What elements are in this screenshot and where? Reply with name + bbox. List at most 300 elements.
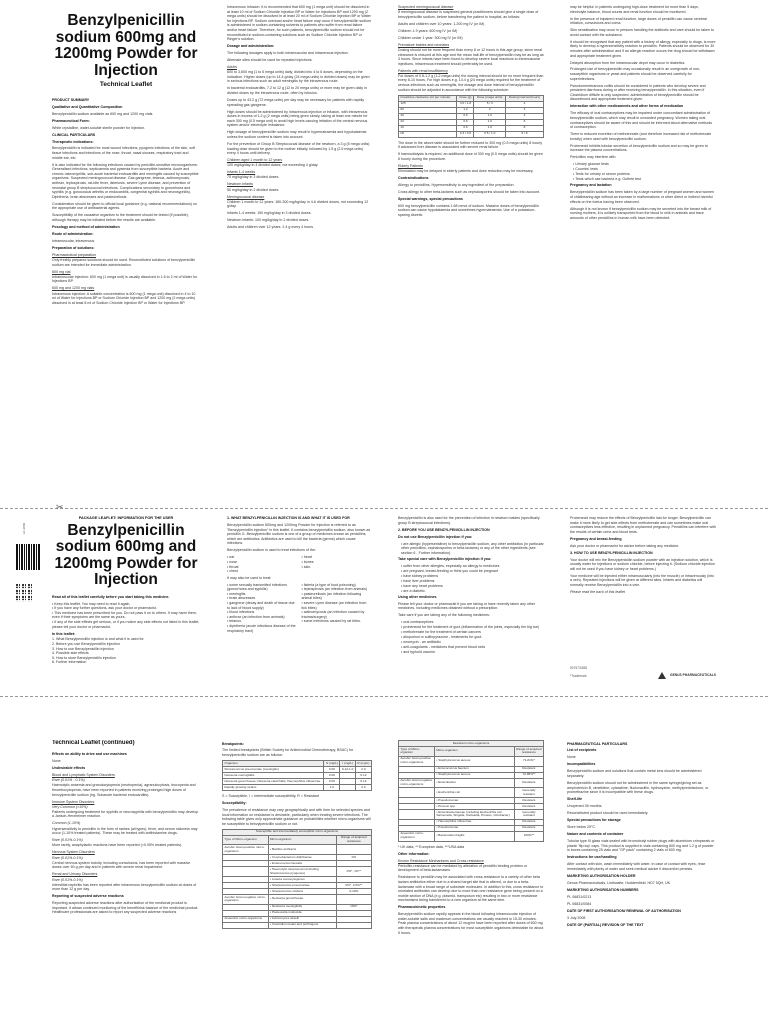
paragraph: may be helpful. In patients undergoing high-dose treatment for more than 5 days, electrolyte balance, blood counts and renal function should be monitored. [570, 5, 699, 14]
resistant-table [398, 740, 544, 842]
paragraph: Benzylpenicillin sodium and solutions that contain metal ions should be administered separately. [567, 769, 702, 779]
panel3-title: Technical Leaflet (continued) [52, 740, 135, 746]
bullet-item: • and typhoid vaccine. [401, 650, 437, 655]
section-heading: Dosage and administration: [227, 44, 275, 49]
frequency-label: Common (1-10%) [52, 821, 81, 826]
subheading: Pharmaceutical preparation [52, 252, 96, 257]
panel2-col1 [52, 514, 200, 690]
list-item: • bones [302, 560, 373, 565]
paragraph: Dosing should not be more frequent than every 8 or 12 hours in this age group, since renal clearance is reduced at this age and the mean half-life of benzylpenicillin may be as long as 3 hours. Since infants have been found to develop severe local reactions to intramuscular injections, intravenous treatment should preferably be used. [398, 47, 544, 66]
section-heading: Effects on ability to drive and use machines [52, 752, 127, 756]
section-heading: DATE OF (PARTIAL) REVISION OF THE TEXT [567, 922, 644, 927]
table-cell: Anaerobic micro-organisms [399, 831, 435, 841]
panel1-col3 [398, 5, 544, 493]
table-cell: • Haemolytic streptococci (including Streptococcus pyogenes) [268, 867, 336, 877]
table-cell: Resistant [514, 825, 543, 831]
paragraph: High doses should be administered by intravenous injection or infusion, with intravenous doses in excess of 1.2 g (2 mega units) being given slowly, taking at least one minute for each 300 mg (0.5 mega unit) to avoid high levels causing irritation of the central nervous system and/or electrolyte imbalance. [227, 109, 368, 128]
frequency-label: Very Common (>10%) [52, 804, 88, 809]
paragraph: More rarely, anaphylactic reactions have been reported (<0.05% treated patients). [52, 843, 183, 848]
table-cell [336, 922, 371, 928]
table-cell: 70-85%** [514, 772, 543, 778]
table-cell: Resistant [514, 804, 543, 810]
bullet-item: • Tests for urinary or serum proteins [573, 172, 630, 177]
section-heading: Using other medicines [398, 594, 437, 599]
table-cell: 6 / 8 [506, 131, 544, 137]
trademark-note: *Trademark [570, 674, 587, 678]
paragraph: Benzylpenicillin sodium available as 600 mg and 1200 mg vials. [52, 111, 154, 116]
section-heading: Shelf-life [567, 797, 583, 802]
paragraph: The dose in the above table should be further reduced to 300 mg (0.5 mega units) 8 hourly if advanced liver disease is associated with severe renal failure. [398, 140, 543, 150]
subheading: Children aged 1 month to 12 years [227, 158, 283, 163]
product-code: 50757/1588 [570, 666, 587, 670]
bullet-item: • anti-coagulants - medicines that prevent blood clots [401, 645, 486, 650]
table-cell: Resistant [514, 798, 543, 804]
section-heading: Special warnings, special precautions [398, 196, 463, 201]
table-header-cell: Dose (mega units) [474, 95, 506, 101]
table-cell: 60 [399, 107, 457, 113]
frequency-label: Rare (0.01%-0.1%) [52, 838, 83, 843]
table-row [223, 785, 372, 791]
list-item: • heart [302, 555, 373, 560]
technical-leaflet-continued [0, 712, 768, 1024]
list-item: • tetanus [227, 619, 298, 624]
table-row [399, 831, 544, 841]
table-cell: • Streptococcus viridans [268, 888, 336, 894]
table-cell: • Actinomyces israelii [268, 916, 336, 922]
section-heading: Take special care with Benzylpenicillin injection if you: [398, 556, 492, 561]
table-row [399, 778, 544, 788]
paragraph: Benzylpenicillin sodium has been taken by a large number of pregnant women and women of childbearing age without an increase in malformations or other direct or indirect harmful effects on the foetus having been observed. [570, 190, 715, 204]
scissors-icon: ✂ [56, 502, 64, 512]
subheading: Immune System Disorders [52, 799, 95, 804]
subheading: Meningococcal disease [227, 194, 265, 199]
panel2-col4 [570, 516, 716, 690]
table-cell: • Bacillus anthracis [268, 845, 336, 855]
subheading: Premature babies and neonates [398, 42, 450, 47]
bullet-item: • suffer from other allergies, especially an allergy to medicines [401, 563, 500, 568]
table-cell: Generally resistant [514, 810, 543, 820]
frequency-label: Rare (0.01%-0.1%) [52, 877, 83, 882]
table-cell: • Escherichia coli [434, 788, 514, 798]
table-cell: 0.3 / 0.6 [457, 131, 474, 137]
table-header-row [223, 835, 372, 845]
table-cell: 4 [506, 107, 544, 113]
paragraph: Genus Pharmaceuticals, Linthwaite, Huddersfield, HD7 5QH, UK. [567, 880, 672, 885]
paragraph: Tubular type III glass vials sealed with bromobutyl rubber plugs with aluminium crimpseals or plastic 'flip-top' caps. This product is supplied in vials containing 600 mg and 1.2 g of powder in boxes containing 25 vials and "GP pack" containing 2 vials of 600 mg. [567, 839, 715, 853]
list-item: • pasteurellosis (an infection following animal bites) [302, 592, 373, 601]
paragraph: Ask your doctor or pharmacist for advice before taking any medicine. [570, 543, 680, 548]
genus-logo-text: GENUS PHARMACEUTICALS [670, 673, 716, 678]
list-item: • severe Lyme disease (an infection from tick bites) [302, 601, 373, 610]
table-cell: 1.0 [474, 119, 506, 125]
table-cell: • Enterococcus faecalis [268, 861, 336, 867]
table-cell: 71-81%* [514, 756, 543, 766]
paragraph: Intramuscular, intravenous. [52, 238, 96, 243]
list-item: • throat [227, 565, 298, 570]
panel2-col4-body [570, 516, 716, 595]
section-heading: 2. BEFORE YOU USE BENZYLPENICILLIN INJECTION [398, 527, 490, 532]
paragraph: It should be recognised that any patient with a history of allergy, especially to drugs, is more likely to develop a hypersensitivity reaction to penicillin. Patients should be observed for 30 minutes after administration and if an allergic reaction occurs the drug should be withdrawn and appropriate treatment given. [570, 39, 716, 58]
paragraph: None [567, 755, 576, 760]
list-item: 4. Possible side effects [52, 651, 89, 656]
paragraph: 100 mg/kg/day in 4 divided doses; not exceeding 4 g/day. [227, 163, 319, 168]
paragraph: Allergy to penicillins. Hypersensitivity to any ingredient of the preparation. [398, 182, 515, 187]
table-cell: 40 [399, 113, 457, 119]
paragraph: Only freshly prepared solutions should be used. Reconstituted solutions of benzylpenicillin sodium are intended for immediate administration. [52, 258, 196, 267]
panel1-col1 [52, 5, 200, 493]
table-cell: 20 [399, 119, 457, 125]
table-cell: • Pasteurella multocida [268, 910, 336, 916]
paragraph: If haemodialysis is required, an additional dose of 300 mg (0.5 mega units) should be given 6 hourly during the procedure. [398, 152, 543, 161]
bullet-item: • have liver problems [401, 578, 435, 583]
panel1-col1-body [52, 98, 200, 306]
paragraph: Probenecid may reduce the effects of Benzylpenicillin last for longer. Benzylpenicillin can make it more likely to get side-effects from methotrexate and can sometimes make oral contraceptives less effective, resulting in unplanned pregnancy. Penicillins can interfere with the results of certain urine and blood tests. [570, 516, 716, 534]
table-cell [223, 867, 269, 877]
bullet-item: • Coombs' tests [573, 167, 598, 172]
list-item: • chest [227, 569, 298, 574]
section-heading: DATE OF FIRST AUTHORISATION/ RENEWAL OF AUTHORISATION [567, 908, 681, 913]
table-cell: 3.0 / 1.8 [457, 101, 474, 107]
patient-leaflet-page [0, 514, 768, 690]
subheading: Patients with renal insufficiency [398, 68, 448, 73]
table-cell: 1.0 [474, 113, 506, 119]
list-item: 1. What Benzylpenicillin injection is and what it is used for [52, 637, 144, 642]
table-header-cell: Micro-organism [268, 835, 336, 845]
table-caption: Resistant micro-organisms [399, 741, 544, 747]
subheading: Renal and Urinary Disorders [52, 872, 98, 877]
table-cell: • Bacteroides fragilis [434, 831, 514, 841]
list-item: • nose [227, 560, 298, 565]
section-heading: Route of administration: [52, 231, 94, 236]
subheading: 600 mg and 1200 mg vials [52, 286, 95, 291]
table-cell: 0.6 [457, 125, 474, 131]
table-cell: 0.6 [457, 113, 474, 119]
bullet-item: • have kidney problems [401, 573, 439, 578]
table-cell: • Proteus spp. [434, 804, 514, 810]
pharmacode-barcode [16, 544, 41, 570]
table-header-cell: I (mg/L) [340, 761, 355, 767]
panel3-col2b [222, 801, 372, 826]
paragraph: Susceptibility of the causative organism to the treatment should be tested (if possible), although therapy may be initiated before the results are available. [52, 213, 189, 222]
paragraph: Intravenous injection: A suitable concentration is 600 mg (1 mega unit) dissolved in 4 to 10 ml of Water for Injections BP or Sodium Chloride Injection BP and 1200 mg (2 mega units) dissolved in at least 8 ml of Sodium Chloride Injection BP or Water for Injections BP. [52, 291, 196, 305]
paragraph: Intravenous Infusion: It is recommended that 600 mg (1 mega unit) should be dissolved in at least 10 ml of Sodium Chloride Injection BP or Water for Injections BP and 1200 mg (2 mega units) should be dissolved in at least 20 ml of Sodium Chloride Injection BP or Water for Injections BP. Sodium overload and/or heart failure may occur if benzylpenicillin sodium is administered in sodium-containing solvents to patients who suffer from renal failure and/or heart failure. Therefore, for such patients, benzylpenicillin sodium should not be reconstituted in sodium-containing solutions such as Sodium Chloride Injection BP or Ringer's solution. [227, 5, 371, 42]
paragraph: The limited breakpoints (British Society for Antimicrobial Chemotherapy, BSAC) for benzylpenicillin sodium are as follows: [222, 748, 354, 758]
table-cell: 2 [474, 107, 506, 113]
table-header-cell: Type of Micro-organism [399, 746, 435, 756]
paragraph: Prolonged use of benzylpenicillin may occasionally result in an overgrowth of non-susceptible organisms or yeast and patients should be observed carefully for superinfections. [570, 67, 701, 81]
table-cell: • Pseudomonas [434, 798, 514, 804]
section-heading: Pregnancy and breast-feeding [570, 536, 622, 541]
paragraph: The efficacy of oral contraceptives may be impaired under concomitant administration of benzylpenicillin sodium, which may result in unwanted pregnancy. Women taking oral contraceptives should be aware of this and should be informed about alternative methods of contraception. [570, 111, 713, 130]
s1-uses-lists [227, 555, 372, 573]
table-cell: Rapidly growing strains [223, 785, 324, 791]
paragraph: Take care if you are taking any of the following medicines: [398, 613, 490, 618]
list-item: • anthrax (an infection from animals) [227, 615, 298, 620]
section-heading: Preparation of solutions: [52, 245, 95, 250]
panel2-col3 [398, 516, 544, 690]
s1-used: Benzylpenicillin sodium is used to treat infections of the: [227, 548, 316, 553]
table-cell: 0% [336, 855, 371, 861]
table-header-cell: S (mg/L) [324, 761, 340, 767]
paragraph: The prevalence of resistance may vary geographically and with time for selected species and local information on resistance is desirable, particularly when treating severe infections. The following table gives only approximate guidance on probabilities whether micro-organisms will be susceptible to benzylpenicillin sodium or not. [222, 807, 371, 826]
table-cell: 0.12-1.0 [340, 767, 355, 773]
table-cell [336, 845, 371, 855]
table-row [399, 131, 544, 137]
paragraph: Please tell your doctor or pharmacist if you are taking or have recently taken any other medicines, including medicines obtained without a prescription. [398, 601, 536, 611]
list-item: • ear [227, 555, 298, 560]
paragraph: White crystalline, water-soluble sterile powder for injection. [52, 125, 146, 130]
section-heading: Undesirable effects [52, 765, 86, 770]
table-cell: 4 [506, 113, 544, 119]
subheading: Adults [227, 65, 237, 70]
paragraph: Although it is not known if benzylpenicillin sodium may be secreted into the breast milk of nursing mothers, it is unlikely transported from the blood to milk in animals and trace amounts of other penicillins in human milk have been detected. [570, 206, 712, 220]
s1-list-a [227, 555, 298, 573]
table-header-cell: Creatinine clearance (ml per minute) [399, 95, 457, 101]
paragraph: 600 to 3,600 mg (1 to 6 mega units) daily, divided into 4 to 6 doses, depending on the indication. Higher doses (up to 14.4 g/day (24 mega units) in divided doses) may be given in serious infections such as adult meningitis by the intravenous route. [227, 70, 370, 84]
section-heading: Qualitative and Quantitative Composition [52, 104, 123, 109]
paragraph: Your doctor will mix the Benzylpenicillin sodium powder with an injection solution, which is usually water for injections or sodium chloride, before injecting it. (Sodium chloride injection will not be used if you have kidney or heart problems.) [570, 557, 715, 571]
paragraph: Doses up to 43.2 g (72 mega units) per day may be necessary for patients with rapidly spreading gas gangrene. [227, 98, 365, 107]
s1-title: 1. WHAT BENZYLPENICILLIN INJECTION IS AND WHAT IT IS USED FOR [227, 516, 350, 520]
paragraph: Penicillin-resistance can be mediated by alteration of penicillin binding proteins or development of beta-lactamases. [398, 863, 528, 873]
table-cell: 100%** [514, 831, 543, 841]
table-cell: 0.6 [457, 119, 474, 125]
paragraph: Benzylpenicillin sodium rapidly appears in the blood following intramuscular injection of water-soluble salts and maximum concentrations are usually reached in 15-30 minutes. Peak plasma concentrations of about 12 mcg/ml have been reported after doses of 600 mg with therapeutic plasma concentrations for most susceptible organisms detectable for about 5 hours. [398, 912, 544, 935]
panel1-col3b [398, 141, 544, 218]
paragraph: PL 06831/0213 [567, 894, 592, 899]
section-heading: Susceptibility: [222, 800, 247, 805]
bullet-item: • neomycin - an antibiotic [401, 640, 442, 645]
table-cell: Aerobic Gram-positive micro-organisms [223, 845, 269, 855]
table-cell: Streptococcus pneumoniae (meningitis) [223, 767, 324, 773]
table-cell: 2.0 [355, 785, 371, 791]
subheading: Newborn infants [227, 182, 253, 187]
paragraph: Unopened 36 months. [567, 804, 603, 809]
paragraph: Adults and children over 10 years: 1,200 mg IV (or IM) [398, 21, 485, 26]
table-cell: 4 [506, 101, 544, 107]
table-cell: Aerobic Gram-negative micro-organisms [399, 778, 435, 788]
panel3-col1-body [52, 752, 200, 915]
panel1-subtitle: Technical Leaflet [99, 81, 153, 88]
list-item: • blood infections [227, 610, 298, 615]
table-cell: Aerobic Gram-negative micro-organisms [223, 894, 269, 904]
table-cell: • Haemophilus influenzae [434, 819, 514, 825]
table-cell: Nil [399, 131, 457, 137]
bp-legend: S = Susceptible, I = Intermediate susceptibility, R = Resistant [222, 793, 319, 798]
paragraph: Children 1-9 years: 600 mg IV (or IM) [398, 28, 458, 33]
paragraph: Cross allergy to other beta-lactams such as cephalosporins should be taken into account. [398, 189, 541, 194]
table-cell: 0%*, 1%** [336, 867, 371, 877]
paragraph: The following dosages apply to both intramuscular and intravenous injection. [227, 51, 349, 56]
paragraph: Penicillins may interfere with: [570, 155, 617, 160]
table-row [399, 756, 544, 766]
table-cell: 1.2 [457, 107, 474, 113]
paragraph: High dosage of benzylpenicillin sodium may result in hypernatraemia and hypokalaemia unless the sodium content is taken into account. [227, 130, 367, 139]
table-cell: 0.12 [355, 773, 371, 779]
list-item: • actinomycosis (an infection caused by trauma/surgery) [302, 610, 373, 619]
list-item: • diphtheria (acute infectious disease of the respiratory tract) [227, 624, 298, 633]
paragraph: For doses of 0.6-1.2 g (1-2 mega units) the dosing interval should be no more frequent than every 8-10 hours. For high doses e.g. 14.4 g (24 mega units) required for the treatment of serious infections such as meningitis, the dosage and dose interval of benzylpenicillin sodium should be adjusted in accordance with the following schedule: [398, 73, 544, 92]
paragraph: Central nervous system toxicity, including convulsions, has been reported with massive doses over 60 g per day and in patients with severe renal impairment. [52, 860, 191, 870]
paragraph: Your medicine will be injected either intramuscularly (into the muscle) or intravenously (into a vein). Repeated injections will be given at different sites. Infants and diabetics will normally receive Benzylpenicillin into a vein. [570, 573, 715, 588]
table-cell: 125 [399, 101, 457, 107]
vertical-code: LF-1066 [22, 522, 26, 534]
table-cell: 6 [506, 119, 544, 125]
technical-leaflet-page1 [0, 0, 768, 495]
section-heading: Breakpoints: [222, 741, 244, 746]
list-item: 2. Before you use Benzylpenicillin injection [52, 641, 120, 646]
table-cell [399, 810, 435, 820]
qr-code [16, 584, 34, 602]
paragraph: Interstitial nephritis has been reported after intravenous benzylpenicillin sodium at doses of more than 12 g per day. [52, 882, 197, 892]
list-item: • This medicine has been prescribed for you. Do not pass it on to others. It may harm them, even if their symptoms are the same as yours. [52, 611, 200, 620]
table-cell: • Enterococcus faecium [434, 766, 514, 772]
list-item: • some sexually transmitted infections (gonorrhoea and syphilis) [227, 583, 298, 592]
table-cell: 1.0 [324, 785, 340, 791]
paragraph: After contact with skin, wash immediately with water. In case of contact with eyes, rinse immediately with plenty of water and seek medical advice if discomfort persists. [567, 862, 706, 871]
bullet-item: • have any heart problems [401, 583, 443, 588]
section-heading: Special precautions for storage [567, 818, 621, 823]
paragraph: Benzylpenicillin sodium should not be administered in the same syringe/giving set as amphotericin B, cimetidine, cytarabine, flucloxacillin, hydroxyzine, methylprednisolone, or promethazine since it is incompatible with these drugs. [567, 781, 709, 795]
panel3-col3-body [398, 852, 544, 936]
s1-list-c [227, 583, 298, 634]
table-cell: 2.0 [355, 767, 371, 773]
table-cell: • Staphylococcus aureus [434, 772, 514, 778]
table-header-cell: Micro-organism [434, 746, 514, 756]
renal-dosing-table [398, 95, 544, 138]
table-cell: 10%* [336, 904, 371, 910]
paragraph: Pseudomembranous colitis should be considered in patients who develop severe and persistent diarrhoea during or after receiving benzylpenicillin. In this situation, even if Clostridium difficile is only suspected, administration of benzylpenicillin should be discontinued and appropriate treatment given. [570, 83, 706, 102]
paragraph: There is reduced excretion of methotrexate (and therefore increased risk of methotrexate toxicity) when used with benzylpenicillin sodium. [570, 132, 712, 141]
table-cell: 5 / 3 [474, 101, 506, 107]
paragraph: In the presence of impaired renal function, large doses of penicillin can cause cerebral irritation, convulsions and coma. [570, 16, 707, 26]
bullet-item: • oral contraceptives [401, 620, 434, 625]
paragraph: It is also indicated for the following infections caused by penicillin-sensitive microorganisms: Generalised infections, septicaemia and pyaemia from susceptible bacteria. Acute and chronic osteomyelitis, sub-acute bacterial endocarditis and meningitis caused by susceptible organisms. Suspected meningococcal disease. Gas gangrene, tetanus, actinomycosis, anthrax, leptospirosis, rat-bite fever, listeriosis, severe Lyme disease, and prevention of neonatal group B streptococcal infections. Complications secondary to gonorrhoea and syphilis (e.g. gonococcal arthritis or endocarditis, congenital syphilis and neurosyphilis). Diphtheria, brain abscesses and pasteurellosis. [52, 162, 199, 199]
table-cell: • Pseudomonas [434, 825, 514, 831]
bullet-item: • allopurinol or sulfinpyrazone - treatments for gout [401, 635, 482, 640]
frequency-label: Rare (0.01% - 0.1%) [52, 778, 85, 783]
subheading: Blood and Lymphatic System Disorders [52, 772, 115, 777]
paragraph: Hypersensitivity to penicillin in the form of rashes (all types), fever, and serum sickness may occur (1-10% treated patients). These may be treated with antihistamine drugs. [52, 826, 198, 836]
list-item: • some infections caused by rat bites. [302, 619, 373, 624]
section-heading: Therapeutic indications: [52, 139, 94, 144]
table-row [399, 810, 544, 820]
table-cell: • Neisseria gonorrhoeae [268, 894, 336, 904]
sus-legend: * UK data, ** European data, ***USA data [398, 844, 465, 849]
section-heading: Contraindications [398, 175, 429, 180]
section-heading: Incompatibilities [567, 762, 596, 767]
subheading: Elderly Patients [398, 163, 423, 168]
paragraph: Intramuscular injection: 600 mg (1 mega unit) is usually dissolved in 1.6 to 2 ml of Water for Injections BP. [52, 274, 198, 284]
list-item: 6. Further information [52, 660, 87, 665]
paragraph: Resistance to penicillin may be associated with cross-resistance to a variety of other beta lactam antibiotics either due to a shared target site that is altered, or due to a beta-lactamase with a broad range of substrate molecules. In addition to this, cross resistance to unrelated antibiotics can develop due to more than one resistance gene being present on a mobile section of DNA (e.g. plasmid, transposon etc) resulting in two or more resistance mechanisms being transferred to a new organism at the same time. [398, 875, 544, 903]
list-item: • listeria (a type of food poisoning) [302, 583, 373, 588]
paragraph: Patients undergoing treatment for syphilis or neurosyphilis with benzylpenicillin may develop a Jarisch-Herxheimer reaction. [52, 809, 199, 819]
table-cell: • Streptococcus pneumoniae [268, 883, 336, 889]
in-leaflet-list [52, 637, 200, 665]
panel1-title: Benzylpenicillin sodium 600mg and 1200mg Powder for Injection [54, 12, 198, 79]
list-item: • skin. [302, 565, 373, 570]
panel3-col1 [52, 740, 200, 1024]
table-cell: Neisseria meningitidis [223, 773, 324, 779]
table-header-cell: Organism [223, 761, 324, 767]
paragraph: Benzylpenicillin is also used for the prevention of infection in newborn babies (specifically group B streptococcal infections). [398, 516, 540, 525]
list-item: • brain abscesses [227, 596, 298, 601]
panel3-col3 [398, 740, 544, 1024]
paragraph: 600 mg benzylpenicillin contains 1.68 mmol of sodium. Massive doses of benzylpenicillin sodium can cause hypokalaemia and sometimes hypernatraemia. Use of a potassium-sparing diuretic [398, 203, 539, 217]
table-cell: Neisseria gonorrhoeae; Neisseria catarrhalis; Haemophilus influenzae [223, 779, 324, 785]
table-cell: 0%*, 0.5%** [336, 883, 371, 889]
table-cell: Resistant [514, 778, 543, 788]
table-header-cell: Type of Micro-organism [223, 835, 269, 845]
s1-list-b [302, 555, 373, 569]
paragraph: 75 mg/kg/day in 3 divided doses. [227, 175, 280, 180]
table-header-cell: R (mg/L) [355, 761, 371, 767]
section-heading: PHARMACEUTICAL PARTICULARS [567, 741, 628, 746]
paragraph: Consideration should be given to official local guidance (e.g. national recommendations) on the appropriate use of antibacterial agents. [52, 201, 197, 211]
paragraph: None [52, 758, 61, 763]
table-cell [399, 788, 435, 798]
paragraph: Alternate sites should be used for repeated injections. [227, 58, 313, 63]
table-cell: • Staphylococcus aureus [434, 756, 514, 766]
section-heading: MARKETING AUTHORISATION NUMBERS [567, 887, 639, 892]
table-cell: 8 [506, 125, 544, 131]
paragraph: Reporting suspected adverse reactions after authorisation of the medicinal product is important. It allows continued monitoring of the benefit/risk balance of the medicinal product. Healthcare professionals are asked to report any suspected adverse reactions [52, 901, 199, 915]
subheading: Infants 1-4 weeks [227, 170, 256, 175]
panel3-col4 [567, 740, 715, 1024]
paragraph: In bacterial endocarditis, 7.2 to 12 g (12 to 20 mega units) or more may be given daily in divided doses by the intravenous route, often by infusion. [227, 86, 367, 96]
list-item: 3. How to use Benzylpenicillin injection [52, 646, 114, 651]
table-cell: Generally resistant [514, 788, 543, 798]
table-caption: Susceptible and intermediately susceptible micro-organisms [223, 829, 372, 835]
table-cell: • Corynebacterium diphtheriae [268, 855, 336, 861]
paragraph: If meningococcal disease is suspected general practitioners should give a single dose of benzylpenicillin sodium, before transferring the patient to hospital, as follows: [398, 10, 539, 19]
table-cell: 1.0 [474, 125, 506, 131]
section-heading: Posology and method of administration [52, 224, 120, 229]
list-item: 5. How to store Benzylpenicillin injection [52, 655, 116, 660]
list-item: • meningitis [227, 592, 298, 597]
genus-logo-icon [658, 672, 667, 679]
frequency-label: Rare (0.01%-0.1%) [52, 855, 83, 860]
table-cell: Aerobic Gram-positive micro-organisms [399, 756, 435, 766]
table-cell: 0.12 [355, 779, 371, 785]
subheading: Suspected meningococcal disease [398, 5, 454, 9]
list-item: • If any of the side effects get serious, or if you notice any side effects not listed in this leaflet, please tell your doctor or pharmacist. [52, 620, 200, 629]
section-heading: Nature and contents of container [567, 832, 624, 837]
paragraph: Adults and children over 12 years: 2.4 g every 4 hours [227, 225, 314, 230]
section-heading: Pregnancy and lactation [570, 183, 612, 188]
table-cell: 0.5 / 1.0 [474, 131, 506, 137]
paragraph: Probenecid inhibits tubular secretion of benzylpenicillin sodium and so may be given to increase the plasma concentrations. [570, 143, 708, 153]
panel2-title: Benzylpenicillin sodium 600mg and 1200mg Powder for Injection [54, 521, 198, 589]
bullet-item: • are allergic (hypersensitive) to benzylpenicillin sodium, any other antibiotics (in particular other penicillins, cephalosporins or beta-lactams) or any of the other ingredients (see section 6 - Further information). [401, 541, 544, 555]
paragraph: For the prevention of Group B Streptococcal disease of the newborn, a 3 g (5 mega units) loading dose should be given to the mother initially, followed by 1.5 g (2.5 mega units) every 4 hours until delivery. [227, 141, 370, 156]
paragraph: 3 July 2008 [567, 915, 586, 920]
table-cell: • Enterobacteriaceae (including Escherichia coli, Salmonella, Shigella, Klebsiella, Proteus, Citrobacter) [434, 810, 514, 820]
table-cell: Resistant [514, 766, 543, 772]
table-cell: 0.06 [324, 767, 340, 773]
bullet-item: • methotrexate for the treatment of certain cancers [401, 630, 481, 635]
table-header-cell: Range of acquired resistance [336, 835, 371, 845]
subheading: 600 mg vial [52, 269, 71, 274]
paragraph: Children under 1 year: 300 mg IV (or IM) [398, 35, 463, 40]
paragraph: Skin sensitisation may occur in persons handling the antibiotic and care should be taken to avoid contact with the substance. [570, 28, 715, 37]
panel2-intro-list [52, 602, 200, 630]
subheading: Nervous System Disorders [52, 850, 95, 855]
subheading: Known Resistance Mechanisms and Cross-resistance [398, 858, 484, 863]
section-heading: CLINICAL PARTICULARS [52, 132, 96, 137]
paragraph: Delayed absorption from the intramuscular depot may occur in diabetics. [570, 60, 686, 65]
